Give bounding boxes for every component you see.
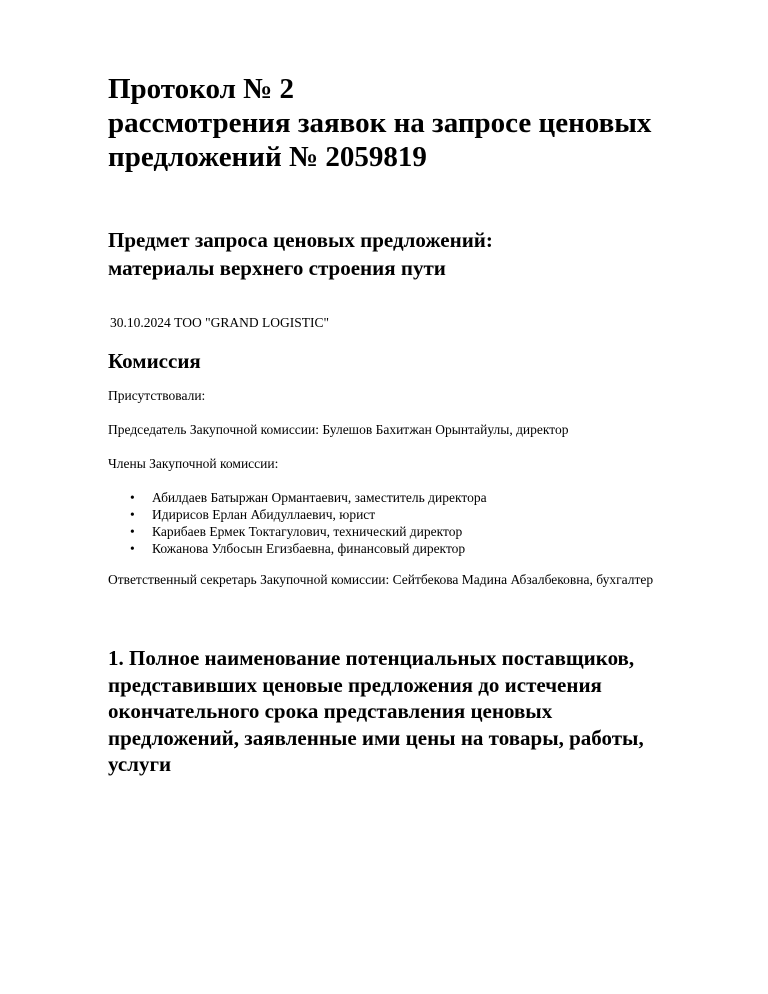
protocol-title — [108, 72, 688, 174]
bullet-icon: • — [130, 541, 135, 556]
commission-heading: Комиссия — [108, 349, 201, 373]
members-label: Члены Закупочной комиссии: — [108, 456, 279, 471]
present-label: Присутствовали: — [108, 388, 206, 403]
members-list — [108, 489, 688, 557]
list-item — [130, 506, 688, 523]
list-item — [130, 540, 688, 557]
bullet-icon: • — [130, 490, 135, 505]
member-name: Идирисов Ерлан Абидуллаевич, юрист — [152, 507, 376, 522]
title-line-2: рассмотрения заявок на запросе ценовых — [108, 107, 652, 139]
member-name: Кожанова Улбосын Егизбаевна, финансовый директор — [152, 541, 466, 556]
date-organization: 30.10.2024 ТОО "GRAND LOGISTIC" — [110, 315, 329, 330]
subject-line-1: Предмет запроса ценовых предложений: — [108, 228, 493, 252]
member-name: Карибаев Ермек Токтагулович, технический директор — [152, 524, 463, 539]
document-page — [108, 72, 688, 778]
member-name: Абилдаев Батыржан Ормантаевич, заместитель директора — [152, 490, 487, 505]
procurement-subject — [108, 226, 688, 282]
bullet-icon: • — [130, 507, 135, 522]
subject-line-2: материалы верхнего строения пути — [108, 256, 446, 280]
title-line-3: предложений № 2059819 — [108, 141, 427, 173]
chairman-line: Председатель Закупочной комиссии: Булешов Бахитжан Орынтайулы, директор — [108, 422, 569, 437]
list-item — [130, 523, 688, 540]
secretary-line: Ответственный секретарь Закупочной комиссии: Сейтбекова Мадина Абзалбековна, бухгалтер — [108, 572, 654, 587]
section-1-heading: 1. Полное наименование потенциальных поставщиков, представивших ценовые предложения до истечения окончательного срока представления ценовых предложений, заявленные ими цены на товары, работы, услуги — [108, 646, 644, 776]
list-item — [130, 489, 688, 506]
bullet-icon: • — [130, 524, 135, 539]
title-line-1: Протокол № 2 — [108, 73, 295, 105]
